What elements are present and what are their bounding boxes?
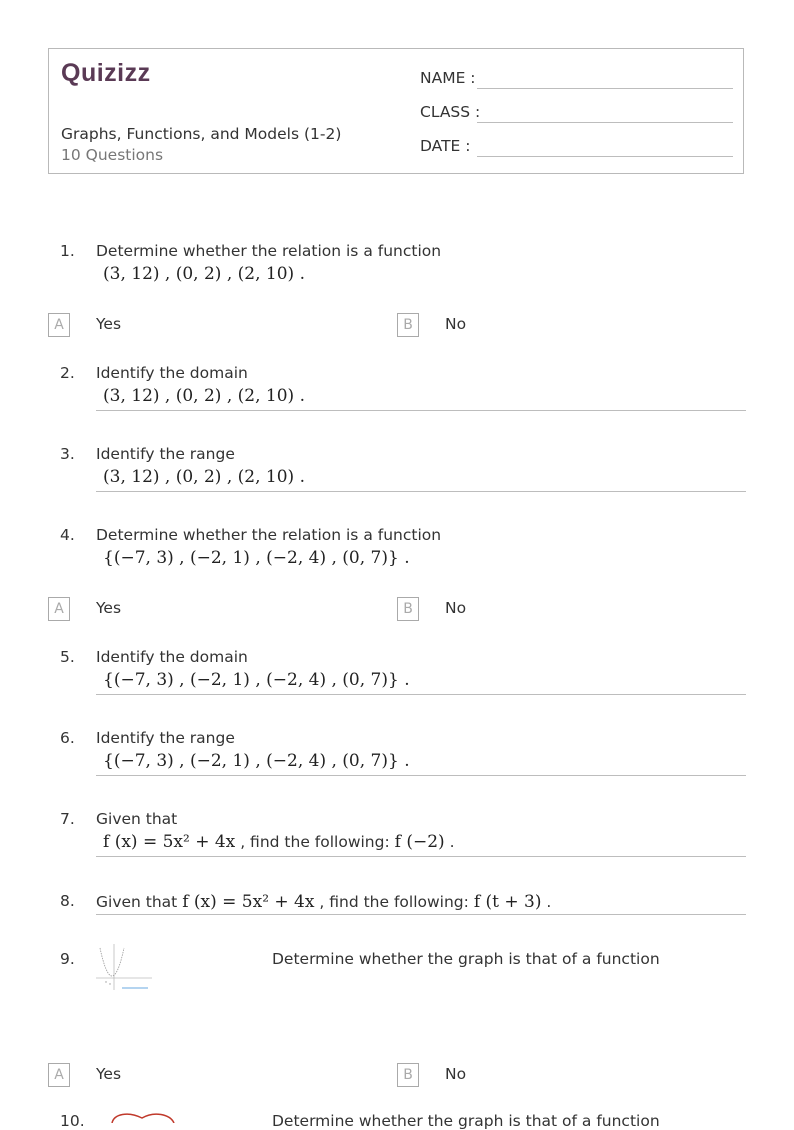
question-math-line (103, 832, 455, 852)
option-b-label[interactable]: No (445, 315, 467, 333)
function-input: f (t + 3) (473, 892, 542, 912)
answer-line[interactable] (96, 694, 746, 695)
option-a-label[interactable]: Yes (96, 599, 122, 617)
end-punct: . (444, 833, 455, 851)
name-label: NAME : (420, 69, 476, 87)
class-line[interactable] (477, 122, 733, 123)
question-count: 10 Questions (61, 146, 164, 164)
answer-line[interactable] (96, 410, 746, 411)
question-math: (3, 12) , (0, 2) , (2, 10) . (103, 467, 305, 487)
class-label: CLASS : (420, 103, 481, 121)
option-a-label[interactable]: Yes (96, 1065, 122, 1083)
find-text: , find the following: (235, 833, 395, 851)
question-number: 8. (60, 892, 75, 910)
option-a-box[interactable]: A (48, 313, 70, 337)
function-input: f (−2) (394, 832, 445, 852)
option-a-box[interactable]: A (48, 1063, 70, 1087)
answer-line[interactable] (96, 856, 746, 857)
question-number: 9. (60, 950, 75, 968)
class-field[interactable] (420, 101, 733, 123)
option-a-label[interactable]: Yes (96, 315, 122, 333)
question-number: 6. (60, 729, 75, 747)
question-text: Identify the domain (96, 648, 248, 666)
parabola-graph-image (96, 944, 152, 992)
option-b-box[interactable]: B (397, 1063, 419, 1087)
option-b-box[interactable]: B (397, 597, 419, 621)
question-math: (3, 12) , (0, 2) , (2, 10) . (103, 264, 305, 284)
question-text: Determine whether the relation is a function (96, 526, 442, 544)
quizizz-logo: Quizizz (61, 59, 151, 87)
find-text: , find the following: (314, 893, 474, 911)
question-math: (3, 12) , (0, 2) , (2, 10) . (103, 386, 305, 406)
question-text-line (96, 892, 551, 912)
date-label: DATE : (420, 137, 471, 155)
question-number: 5. (60, 648, 75, 666)
worksheet-title: Graphs, Functions, and Models (1-2) (61, 125, 342, 143)
answer-line[interactable] (96, 914, 746, 915)
question-math: {(−7, 3) , (−2, 1) , (−2, 4) , (0, 7)} . (103, 670, 410, 690)
end-punct: . (541, 893, 552, 911)
option-b-box[interactable]: B (397, 313, 419, 337)
question-number: 10. (60, 1112, 85, 1130)
answer-line[interactable] (96, 775, 746, 776)
question-math: {(−7, 3) , (−2, 1) , (−2, 4) , (0, 7)} . (103, 548, 410, 568)
question-text: Identify the range (96, 729, 235, 747)
question-text: Identify the domain (96, 364, 248, 382)
option-b-label[interactable]: No (445, 1065, 467, 1083)
function-definition: f (x) = 5x² + 4x (182, 892, 315, 912)
question-number: 2. (60, 364, 75, 382)
question-text: Given that (96, 810, 178, 828)
question-number: 4. (60, 526, 75, 544)
worksheet-header (48, 48, 744, 174)
option-b-label[interactable]: No (445, 599, 467, 617)
curve-graph-image (110, 1112, 176, 1123)
date-field[interactable] (420, 135, 733, 157)
question-text: Identify the range (96, 445, 235, 463)
question-math: {(−7, 3) , (−2, 1) , (−2, 4) , (0, 7)} . (103, 751, 410, 771)
option-a-box[interactable]: A (48, 597, 70, 621)
question-text: Given that (96, 893, 183, 911)
question-text: Determine whether the relation is a function (96, 242, 442, 260)
function-definition: f (x) = 5x² + 4x (103, 832, 236, 852)
name-line[interactable] (477, 88, 733, 89)
question-number: 7. (60, 810, 75, 828)
date-line[interactable] (477, 156, 733, 157)
answer-line[interactable] (96, 491, 746, 492)
question-number: 3. (60, 445, 75, 463)
question-text: Determine whether the graph is that of a function (272, 1112, 660, 1130)
question-text: Determine whether the graph is that of a function (272, 950, 660, 968)
question-number: 1. (60, 242, 75, 260)
name-field[interactable] (420, 67, 733, 89)
